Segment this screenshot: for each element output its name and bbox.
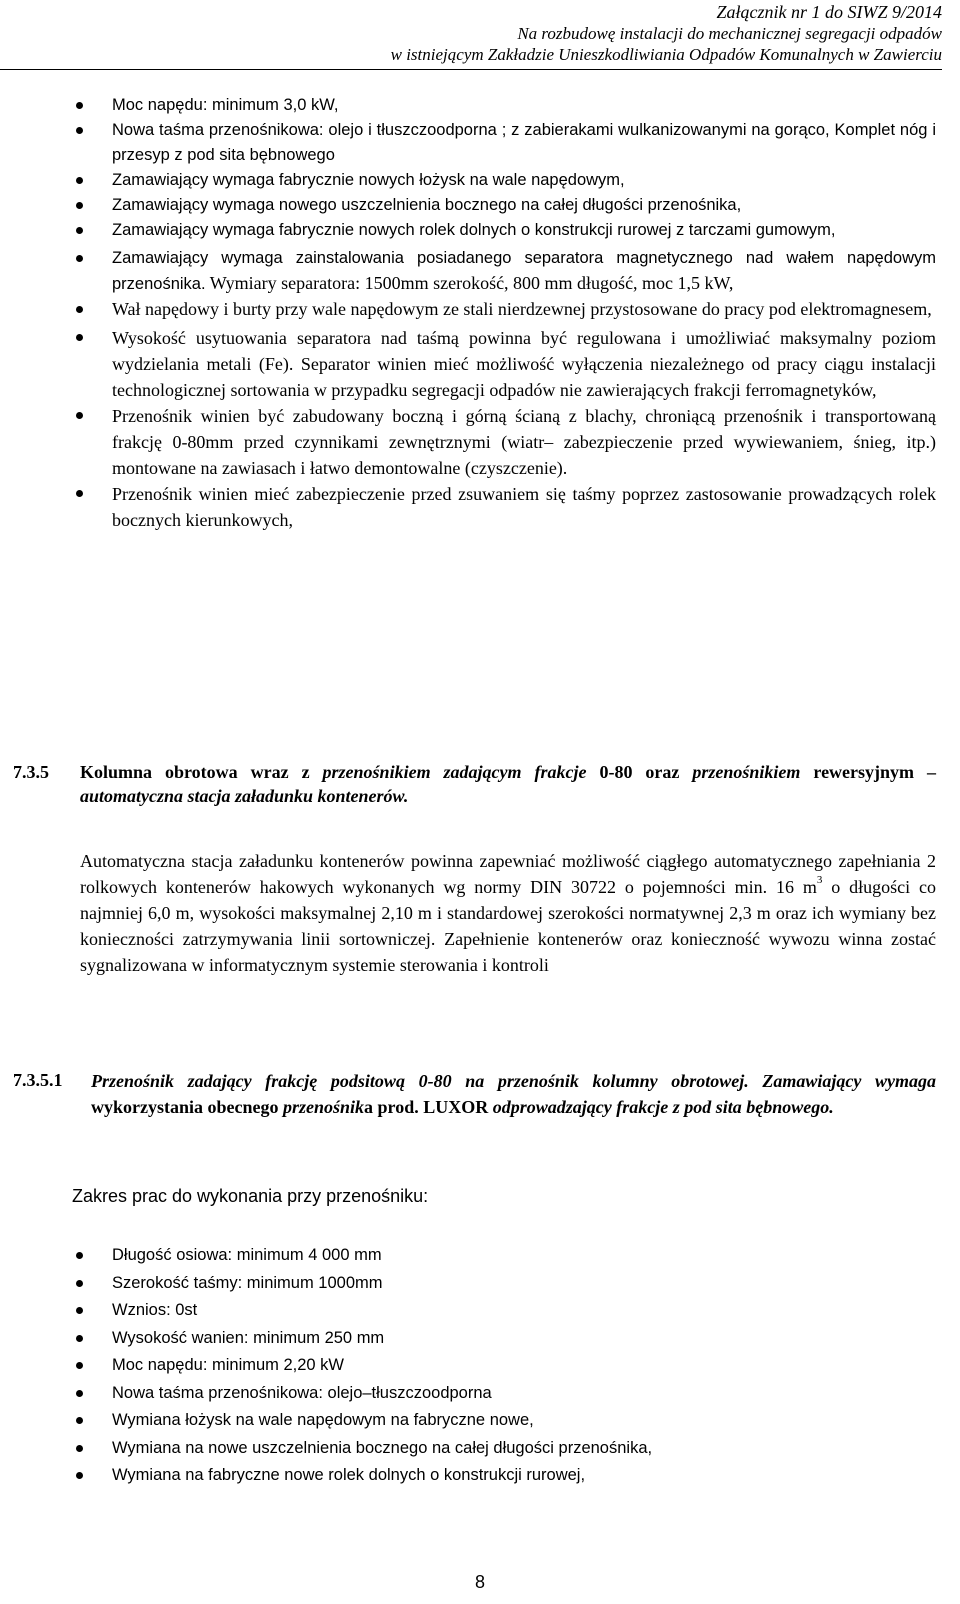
body-paragraph: Automatyczna stacja załadunku kontenerów powinna zapewniać możliwość ciągłego automatycznego zapełniania 2 rolkowych kontenerów hakowych wykonanych wg normy DIN 30722 o pojemności min. 16 $m^3$ o długości co najmniej 6,0 m, wysokości maksymalnej 2,10 m i standardowej szerokości normatywnej 2,3 m oraz ich wymiany bez konieczności zatrzymywania linii sortowniczej. Zapełnienie kontenerów oraz konieczność wywozu winna zostać sygnalizowana w informatycznym systemie sterowania i kontroli [80,851,936,975]
bullet-icon [76,412,83,419]
list-item: Moc napędu: minimum 3,0 kW, [0,93,960,118]
list-item: Szerokość taśmy: minimum 1000mm [0,1270,960,1298]
list-item: Nowa taśma przenośnikowa: olejo i tłuszczoodporna ; z zabierakami wulkanizowanymi na gorąco, Komplet nóg i przesyp z pod sita bębnowego [0,118,960,168]
bullet-icon [76,490,83,497]
intro-text: Zakres prac do wykonania przy przenośniku: [72,1186,429,1206]
bullet-icon [76,1307,83,1314]
list-item: Wznios: 0st [0,1297,960,1325]
list-item: Moc napędu: minimum 2,20 kW [0,1352,960,1380]
bullet-icon [76,1472,83,1479]
bullet-icon [76,1335,83,1342]
bullet-icon [76,1390,83,1397]
bullet-icon [76,227,83,234]
page-number: 8 [474,1572,485,1592]
bullet-icon [76,1280,83,1287]
scope-list [0,1242,960,1490]
requirements-list [0,93,960,533]
list-item: Długość osiowa: minimum 4 000 mm [0,1242,960,1270]
list-item: Wysokość wanien: minimum 250 mm [0,1325,960,1353]
section-7-3-5 [0,760,960,808]
section-number: 7.3.5.1 [13,1070,63,1090]
header-line-1: Załącznik nr 1 do SIWZ 9/2014 [716,2,942,22]
bullet-icon [76,127,83,134]
bullet-icon [76,306,83,313]
list-item: Wymiana na fabryczne nowe rolek dolnych o konstrukcji rurowej, [0,1462,960,1490]
header-line-3: w istniejącym Zakładzie Unieszkodliwiania Odpadów Komunalnych w Zawierciu [390,45,942,64]
list-item: Wymiana na nowe uszczelnienia bocznego na całej długości przenośnika, [0,1435,960,1463]
list-item: Zamawiający wymaga fabrycznie nowych łożysk na wale napędowym, [0,168,960,193]
list-item: Wał napędowy i burty przy wale napędowym ze stali nierdzewnej przystosowane do pracy pod elektromagnesem, [0,297,960,322]
section-title: Kolumna obrotowa wraz z przenośnikiem zadającym frakcje 0-80 oraz przenośnikiem rewersyjnym – automatyczna stacja załadunku kontenerów. [80,762,937,806]
bullet-icon [76,1417,83,1424]
bullet-icon [76,334,83,341]
list-item: Przenośnik winien mieć zabezpieczenie przed zsuwaniem się taśmy poprzez zastosowanie prowadzących rolek bocznych kierunkowych, [0,481,960,533]
list-item: Zamawiający wymaga fabrycznie nowych rolek dolnych o konstrukcji rurowej z tarczami gumowym, [0,218,960,243]
list-item: Zamawiający wymaga zainstalowania posiadanego separatora magnetycznego nad wałem napędowym przenośnika. Wymiary separatora: 1500mm szerokość, 800 mm długość, moc 1,5 kW, [0,246,960,297]
header-line-2: Na rozbudowę instalacji do mechanicznej segregacji odpadów [517,24,942,43]
bullet-icon [76,102,83,109]
page-header [391,2,942,65]
list-item: Wymiana łożysk na wale napędowym na fabryczne nowe, [0,1407,960,1435]
bullet-icon [76,177,83,184]
section-title: Przenośnik zadający frakcję podsitową 0-80 na przenośnik kolumny obrotowej. Zamawiający wymaga wykorzystania obecnego przenośnika prod. LUXOR odprowadzający frakcje z pod sita bębnowego. [91,1071,937,1117]
bullet-icon [76,202,83,209]
bullet-icon [76,1362,83,1369]
list-item: Wysokość usytuowania separatora nad taśmą powinna być regulowana i umożliwiać maksymalny poziom wydzielania metali (Fe). Separator winien mieć możliwość wyłączenia niezależnego od pracy ciągu instalacji technologicznej sortowania w przypadku segregacji odpadów nie zawierających frakcji ferromagnetyków, [0,325,960,403]
list-item: Zamawiający wymaga nowego uszczelnienia bocznego na całej długości przenośnika, [0,193,960,218]
list-item: Nowa taśma przenośnikowa: olejo–tłuszczoodporna [0,1380,960,1408]
header-rule [0,69,942,70]
bullet-icon [76,255,83,262]
section-number: 7.3.5 [13,762,49,782]
bullet-icon [76,1445,83,1452]
bullet-icon [76,1252,83,1259]
list-item: Przenośnik winien być zabudowany boczną i górną ścianą z blachy, chroniącą przenośnik i transportowaną frakcję 0-80mm przed czynnikami zewnętrznymi (wiatr– zabezpieczenie przed wywiewaniem, śnieg, itp.) montowane na zawiasach i łatwo demontowalne (czyszczenie). [0,403,960,481]
